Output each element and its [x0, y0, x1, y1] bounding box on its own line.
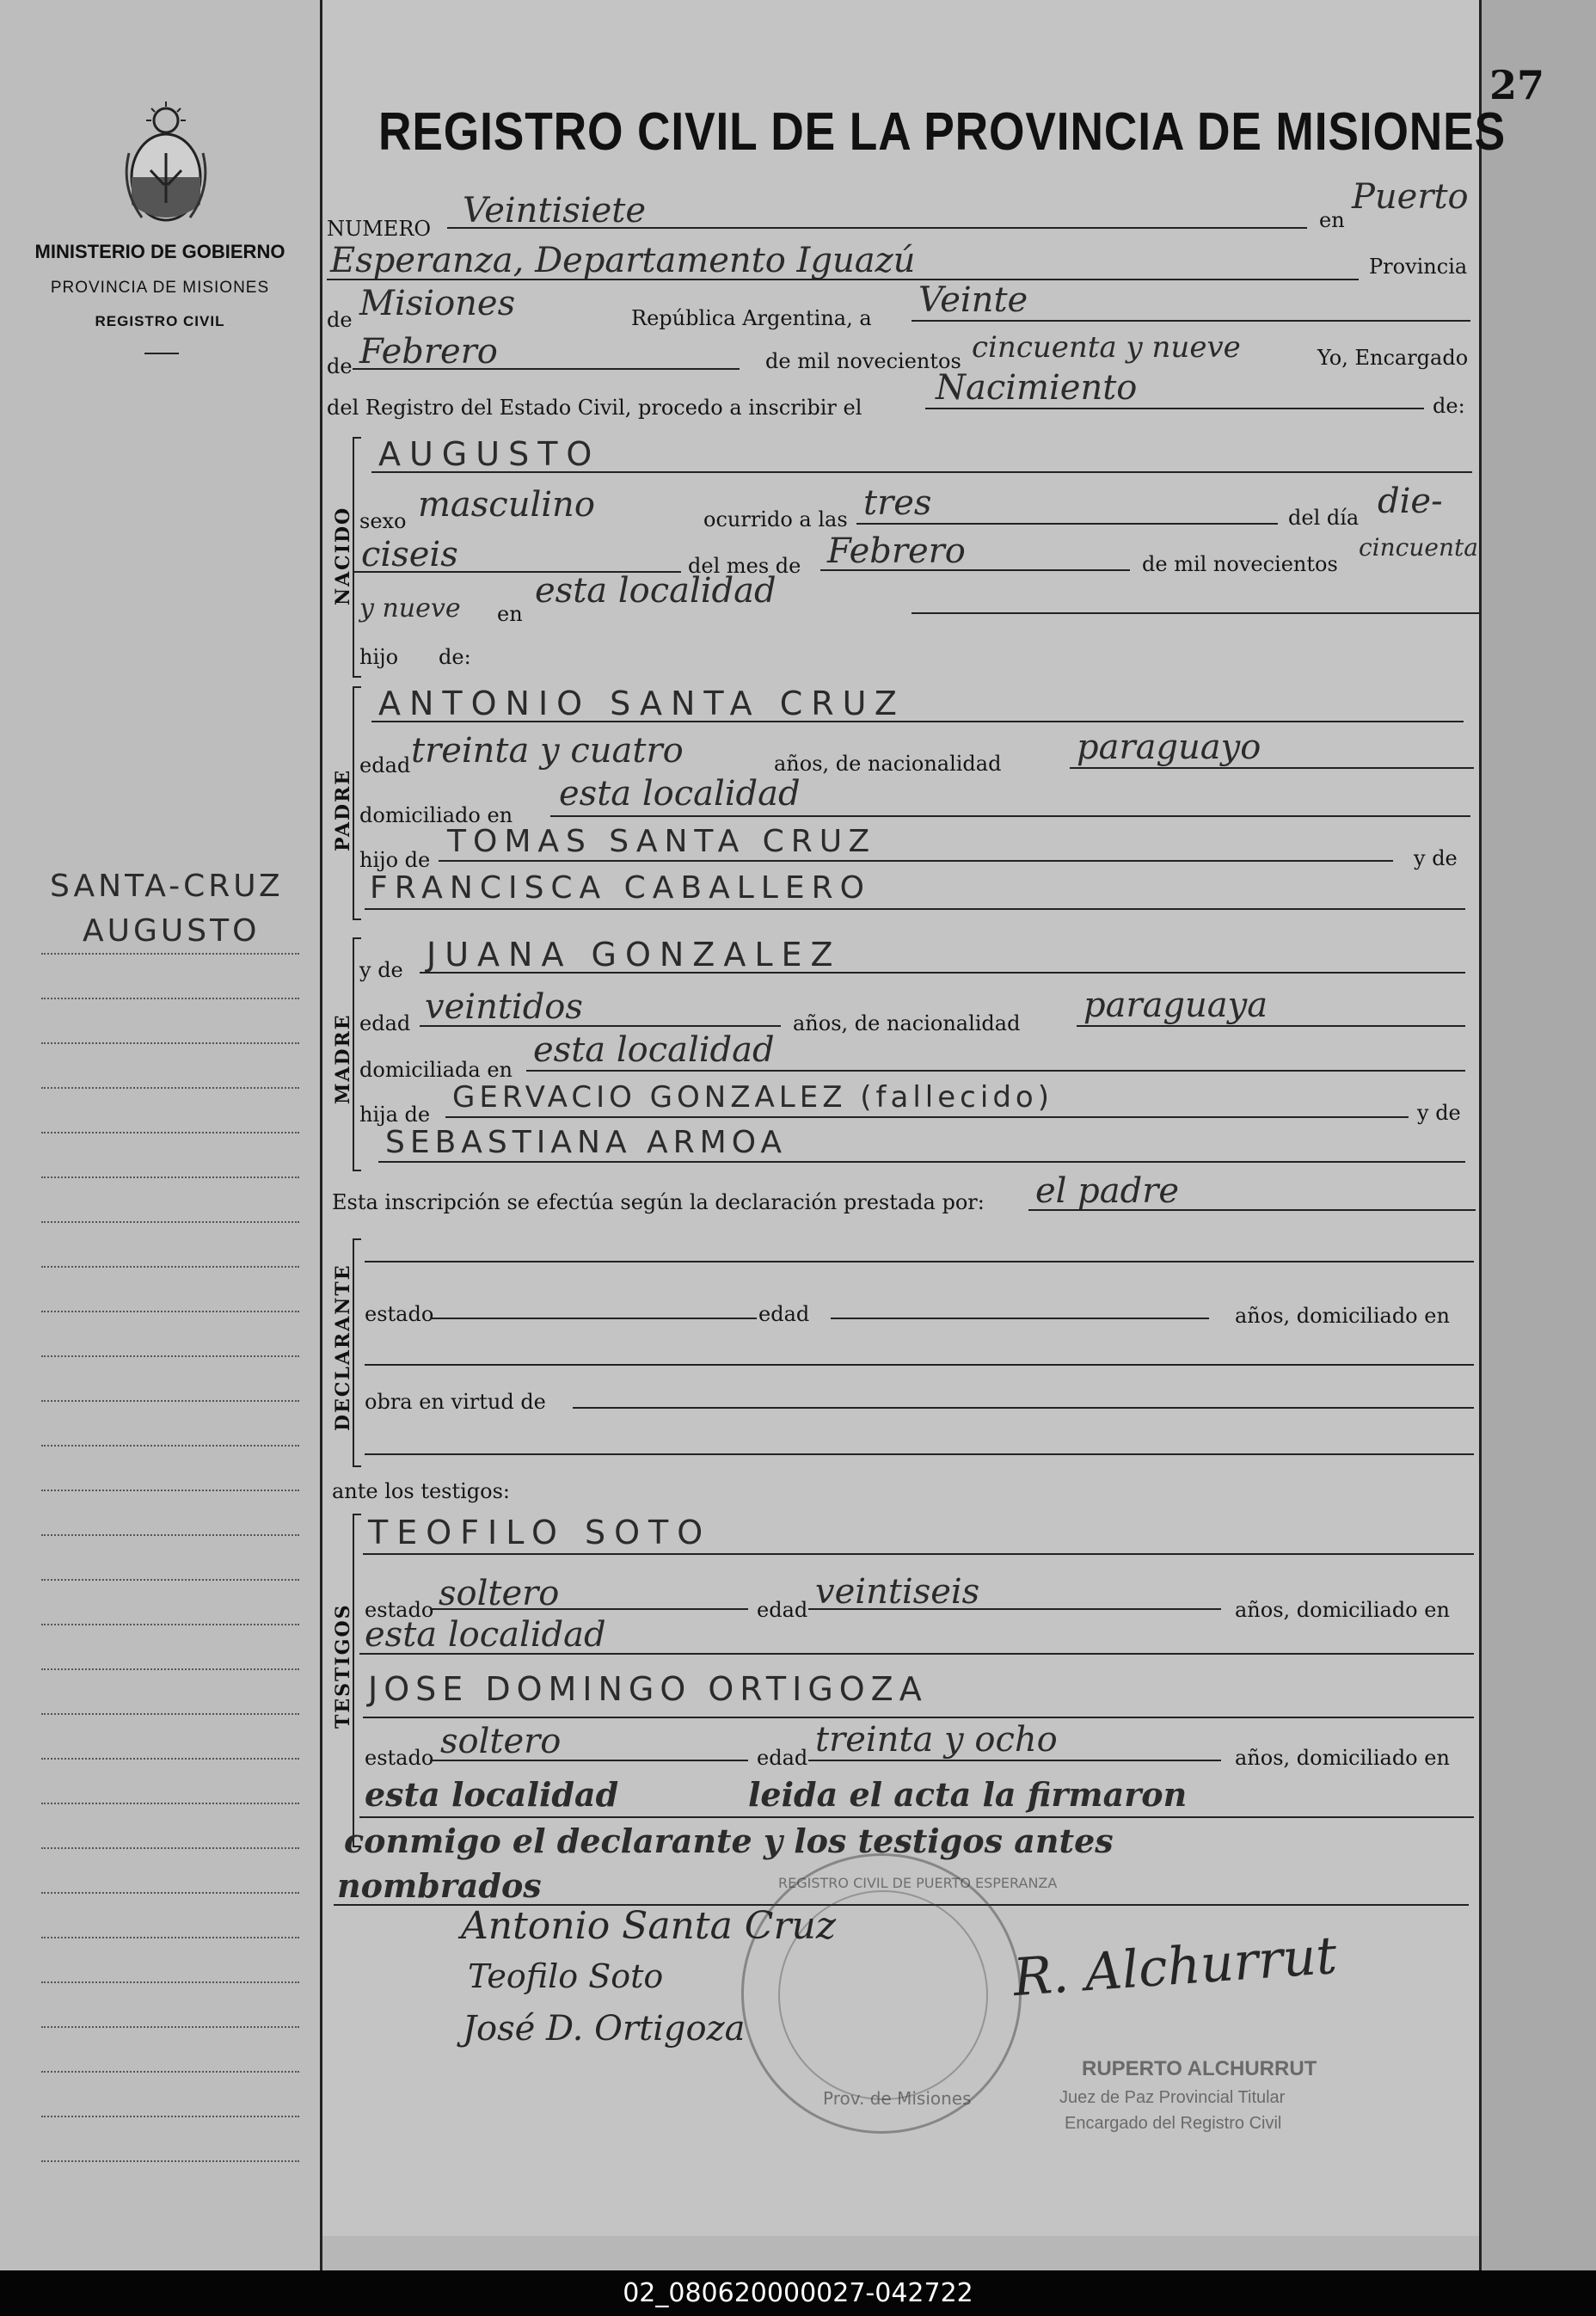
provincia-label: Provincia: [1369, 255, 1468, 279]
page-number: 27: [1489, 62, 1545, 108]
mes-value: Febrero: [827, 531, 966, 571]
hijo-de-label: hijo de: [359, 848, 431, 872]
office-label: REGISTRO CIVIL: [95, 313, 225, 329]
anio-value-a: cincuenta: [1359, 533, 1478, 562]
fill-line: [912, 612, 1479, 614]
sexo-label: sexo: [359, 509, 407, 533]
mil-label: de mil novecientos: [1142, 552, 1338, 576]
edad-label: edad: [757, 1746, 808, 1770]
fill-line: [831, 1318, 1209, 1319]
signature-padre: Antonio Santa Cruz: [461, 1904, 837, 1948]
cierre-linea-3: nombrados: [337, 1866, 542, 1905]
madre-nombre: JUANA GONZALEZ: [427, 936, 842, 974]
edad-label: edad: [359, 753, 411, 777]
margin-rule: [41, 1668, 299, 1670]
declaracion-value: el padre: [1035, 1171, 1180, 1211]
margin-rule: [41, 998, 299, 999]
margin-rule: [41, 1355, 299, 1357]
sexo-value: masculino: [418, 485, 595, 525]
margin-rule: [41, 1892, 299, 1894]
seal-text: REGISTRO CIVIL DE PUERTO ESPERANZA: [778, 1875, 1058, 1891]
margin-rule: [41, 1937, 299, 1938]
padre-edad: treinta y cuatro: [411, 731, 684, 771]
margin-rule: [41, 2026, 299, 2028]
signature-testigo2: José D. Ortigoza: [463, 2009, 746, 2049]
coat-of-arms-icon: [120, 101, 212, 230]
padre-section-label: PADRE: [332, 768, 354, 851]
padre-nombre: ANTONIO SANTA CRUZ: [378, 685, 905, 722]
fill-line: [359, 1816, 1474, 1818]
margin-rule: [41, 2116, 299, 2117]
margin-rule: [41, 1132, 299, 1133]
y-de-label: y de: [1417, 1101, 1461, 1125]
numero-label: NUMERO: [327, 217, 432, 241]
fill-line: [447, 227, 1307, 229]
fill-line: [526, 1070, 1465, 1072]
nacionalidad-label: años, de nacionalidad: [774, 752, 1002, 776]
fill-line: [420, 1025, 781, 1027]
file-id-bar: 02_080620000027-042722: [0, 2270, 1596, 2316]
anio-value-b: y nueve: [359, 593, 461, 624]
fill-line: [808, 1760, 1221, 1761]
margin-rule: [41, 1624, 299, 1625]
cierre-linea-2: conmigo el declarante y los testigos antes: [344, 1821, 1114, 1860]
lugar-value: esta localidad: [535, 571, 777, 611]
numero-value: Veintisiete: [463, 191, 647, 230]
abuelo-paterno: TOMAS SANTA CRUZ: [447, 824, 877, 859]
madre-section-label: MADRE: [332, 1013, 354, 1104]
anos-domiciliado-label: años, domiciliado en: [1235, 1598, 1450, 1622]
fill-line: [1077, 1025, 1465, 1027]
nacionalidad-label: años, de nacionalidad: [793, 1011, 1021, 1035]
obra-label: obra en virtud de: [365, 1390, 546, 1414]
domiciliada-label: domiciliada en: [359, 1058, 513, 1082]
fill-line: [808, 1608, 1221, 1610]
ocurrido-label: ocurrido a las: [703, 507, 848, 531]
de-colon-label: de:: [439, 645, 471, 669]
fill-line: [378, 1161, 1465, 1163]
fill-line: [912, 320, 1470, 322]
encargado-nombre: RUPERTO ALCHURRUT: [1082, 2057, 1317, 2080]
fill-line: [856, 523, 1278, 525]
y-de-label: y de: [1414, 846, 1458, 870]
margin-rule: [41, 1087, 299, 1089]
margin-rule: [41, 2160, 299, 2162]
fill-line: [371, 721, 1464, 722]
padre-domicilio: esta localidad: [559, 774, 801, 814]
edad-label: edad: [757, 1598, 808, 1622]
testigo1-domicilio: esta localidad: [365, 1615, 606, 1655]
margin-rule: [41, 1266, 299, 1268]
margin-rule: [41, 1981, 299, 1983]
seal-text: Prov. de Misiones: [823, 2088, 972, 2109]
fill-line: [363, 1717, 1474, 1718]
fill-line: [430, 1760, 748, 1761]
testigo1-edad: veintiseis: [815, 1572, 980, 1612]
madre-nacionalidad: paraguaya: [1083, 986, 1268, 1025]
mil-label: de mil novecientos: [765, 349, 961, 373]
en-label: en: [497, 602, 523, 626]
hija-de-label: hija de: [359, 1103, 431, 1127]
republica-label: República Argentina, a: [631, 306, 872, 330]
margin-rule: [41, 1713, 299, 1715]
province-label: PROVINCIA DE MISIONES: [50, 279, 270, 297]
fill-line: [420, 972, 1465, 974]
fill-line: [365, 1261, 1474, 1262]
encargado-cargo-1: Juez de Paz Provincial Titular: [1059, 2088, 1286, 2107]
fill-line: [359, 1653, 1474, 1655]
anos-domiciliado-label: años, domiciliado en: [1235, 1304, 1450, 1328]
testigo2-nombre: JOSE DOMINGO ORTIGOZA: [368, 1670, 928, 1708]
fill-line: [365, 1364, 1474, 1366]
nacido-nombre: AUGUSTO: [378, 435, 601, 473]
provincia-value: Misiones: [359, 284, 516, 323]
testigo2-domicilio: esta localidad: [365, 1775, 619, 1814]
hora-value: tres: [863, 483, 932, 523]
fill-line: [925, 408, 1424, 409]
de-label: de: [327, 308, 353, 332]
acto-value: Nacimiento: [936, 368, 1138, 408]
dia-value-a: die-: [1378, 482, 1443, 521]
de-colon-label: de:: [1433, 394, 1465, 418]
testigo2-estado: soltero: [440, 1722, 562, 1761]
abuela-paterna: FRANCISCA CABALLERO: [370, 870, 871, 906]
margin-rule: [41, 1803, 299, 1804]
y-de-label: y de: [359, 958, 403, 982]
right-page-edge: [1479, 0, 1596, 2270]
de-label: de: [327, 354, 353, 378]
mes-value: Febrero: [359, 332, 498, 372]
margin-rule: [41, 953, 299, 955]
margin-rule: [41, 1176, 299, 1178]
fill-line: [550, 815, 1470, 817]
margin-rule: [41, 1534, 299, 1536]
estado-label: estado: [365, 1598, 434, 1622]
lugar-value-a: Puerto: [1352, 177, 1469, 217]
margin-rule: [41, 1847, 299, 1849]
signature-testigo1: Teofilo Soto: [468, 1957, 664, 1995]
del-dia-label: del día: [1288, 506, 1360, 530]
testigo2-edad: treinta y ocho: [815, 1720, 1058, 1760]
fill-line: [365, 908, 1465, 910]
fill-line: [363, 1553, 1474, 1555]
nacido-section-label: NACIDO: [332, 506, 354, 605]
margin-rule: [41, 1579, 299, 1581]
padre-nacionalidad: paraguayo: [1077, 728, 1261, 767]
margin-rule: [41, 1758, 299, 1760]
fill-line: [445, 1116, 1409, 1118]
margin-given-name: AUGUSTO: [83, 913, 261, 949]
official-seal: [741, 1853, 1058, 2134]
margin-rule: [41, 1311, 299, 1312]
ante-testigos-label: ante los testigos:: [332, 1479, 511, 1503]
testigos-section-label: TESTIGOS: [332, 1603, 354, 1729]
fill-line: [1070, 767, 1474, 769]
page-title: REGISTRO CIVIL DE LA PROVINCIA DE MISIONES: [378, 102, 1507, 162]
encargado-label: Yo, Encargado: [1317, 346, 1469, 370]
fill-line: [365, 1453, 1474, 1455]
fill-line: [439, 860, 1393, 862]
margin-rule: [41, 2071, 299, 2073]
signature-encargado: R. Alchurrut: [1011, 1925, 1339, 2009]
encargado-cargo-2: Encargado del Registro Civil: [1065, 2114, 1282, 2133]
fill-line: [371, 471, 1472, 473]
cierre-linea-1: leida el acta la firmaron: [748, 1775, 1188, 1814]
fill-line: [353, 368, 740, 370]
estado-label: estado: [365, 1746, 434, 1770]
del-mes-label: del mes de: [688, 554, 801, 578]
dia-value: Veinte: [918, 280, 1028, 320]
madre-domicilio: esta localidad: [533, 1030, 775, 1070]
madre-edad: veintidos: [425, 987, 583, 1027]
en-label: en: [1319, 208, 1345, 232]
fill-line: [1028, 1209, 1476, 1211]
testigo1-nombre: TEOFILO SOTO: [368, 1514, 712, 1551]
edad-label: edad: [758, 1302, 810, 1326]
dia-value-b: ciseis: [361, 535, 458, 574]
registro-label: del Registro del Estado Civil, procedo a inscribir el: [327, 396, 862, 420]
declaracion-label: Esta inscripción se efectúa según la declaración prestada por:: [332, 1190, 985, 1214]
margin-rule: [41, 1042, 299, 1044]
estado-label: estado: [365, 1302, 434, 1326]
margin-rule: [41, 1490, 299, 1491]
fill-line: [430, 1318, 757, 1319]
lugar-value-b: Esperanza, Departamento Iguazú: [330, 241, 916, 280]
edad-label: edad: [359, 1011, 411, 1035]
abuelo-materno: GERVACIO GONZALEZ (fallecido): [452, 1080, 1053, 1115]
left-margin: [0, 0, 322, 2270]
domiciliado-label: domiciliado en: [359, 803, 513, 827]
fill-line: [573, 1407, 1474, 1409]
testigo1-estado: soltero: [439, 1574, 560, 1613]
anio-value: cincuenta y nueve: [972, 330, 1241, 365]
declarante-section-label: DECLARANTE: [332, 1263, 354, 1431]
margin-rule: [41, 1445, 299, 1447]
margin-rule: [41, 1221, 299, 1223]
hijo-label: hijo: [359, 645, 399, 669]
fill-line: [327, 279, 1359, 280]
fill-line: [820, 569, 1130, 571]
margin-rule: [41, 1400, 299, 1402]
margin-surname: SANTA-CRUZ: [50, 869, 284, 904]
anos-domiciliado-label: años, domiciliado en: [1235, 1746, 1450, 1770]
fill-line: [430, 1608, 748, 1610]
abuela-materna: SEBASTIANA ARMOA: [385, 1125, 788, 1160]
divider: [144, 353, 179, 354]
ministry-label: MINISTERIO DE GOBIERNO: [34, 241, 285, 262]
